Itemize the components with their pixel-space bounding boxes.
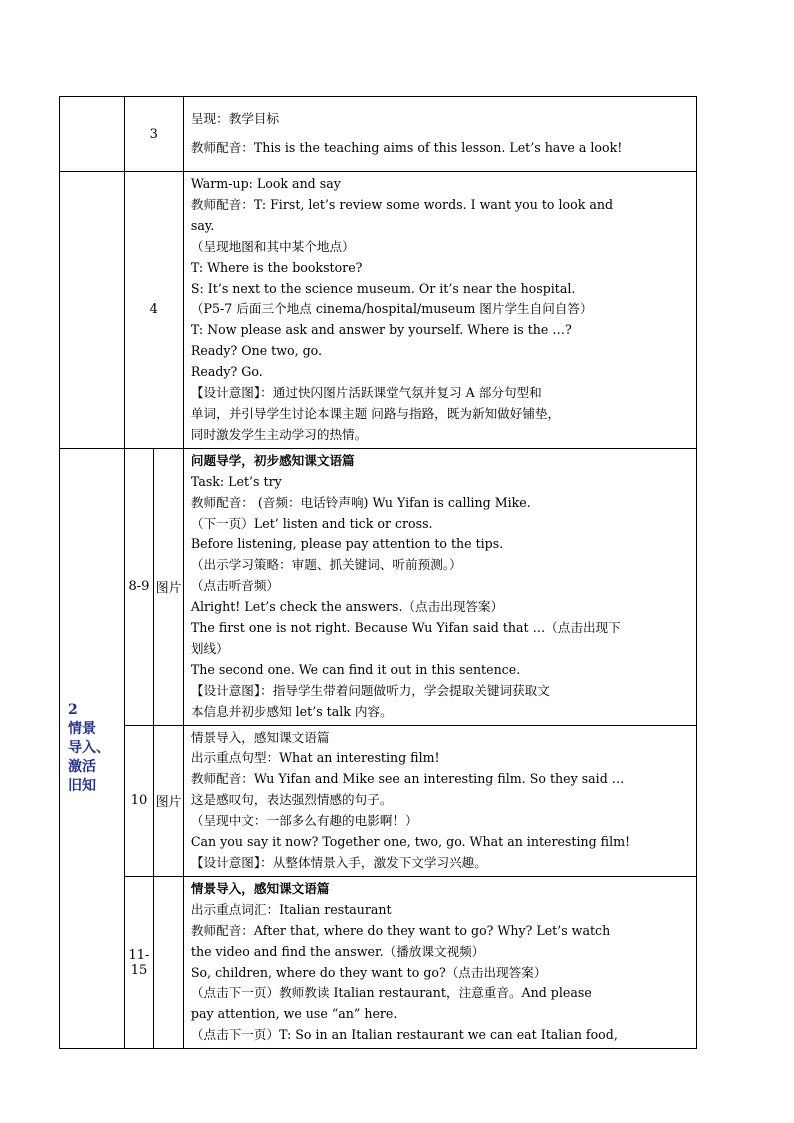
stage-line: 激活: [68, 758, 96, 775]
section-heading: 问题导学，初步感知课文语篇: [190, 452, 355, 468]
content-line: Ready? Go.: [190, 364, 263, 380]
media-type-cell: [154, 876, 184, 1048]
content-line: the video and find the answer.（播放课文视频）: [190, 943, 485, 959]
slide-number-cell: 11-15: [124, 876, 154, 1048]
design-intent-line: 本信息并初步感知 let’s talk 内容。: [190, 703, 393, 719]
slide-number-cell: 4: [124, 172, 183, 449]
lesson-plan-table: [59, 96, 697, 1049]
content-line: So, children, where do they want to go?（点击出现答案）: [190, 964, 547, 980]
content-line: 教师配音： (音频：电话铃声响) Wu Yifan is calling Mike.: [190, 494, 531, 510]
content-line: Can you say it now? Together one, two, go. What an interesting film!: [190, 834, 631, 850]
stage-label-cell: [60, 448, 125, 1048]
content-line: 教师配音：After that, where do they want to go? Why? Let’s watch: [190, 922, 611, 938]
table-row: [60, 448, 697, 725]
content-line: （呈现中文：一部多么有趣的电影啊！）: [190, 813, 418, 829]
section-heading: 情景导入，感知课文语篇: [190, 729, 330, 745]
table-row: [60, 172, 697, 449]
content-line: 这是感叹句，表达强烈情感的句子。: [190, 792, 393, 808]
content-line: 划线）: [190, 640, 229, 656]
table-row: [60, 725, 697, 876]
content-line: pay attention, we use “an” here.: [190, 1006, 398, 1022]
stage-label: [60, 701, 124, 796]
content-cell: [183, 725, 696, 876]
stage-cell-empty: [60, 97, 125, 172]
content-line: say.: [190, 217, 215, 233]
content-line: （点击下一页）教师教读 Italian restaurant，注意重音。And please: [190, 985, 592, 1001]
stage-cell-empty: [60, 172, 125, 449]
content-line: 教师配音：T: First, let’s review some words. I want you to look and: [190, 196, 614, 212]
content-line: 出示重点词汇：Italian restaurant: [190, 901, 392, 917]
content-line: （下一页）Let’ listen and tick or cross.: [190, 515, 433, 531]
content-line: 教师配音：This is the teaching aims of this lesson. Let’s have a look!: [190, 140, 623, 155]
slide-number-cell: 10: [124, 725, 154, 876]
content-line: Before listening, please pay attention to the tips.: [190, 536, 504, 552]
design-intent-line: 【设计意图】：指导学生带着问题做听力，学会提取关键词获取文: [190, 682, 550, 698]
content-cell: [183, 876, 696, 1048]
content-line: Warm-up: Look and say: [190, 176, 341, 191]
slide-number-cell: 3: [124, 97, 183, 172]
content-line: 教师配音：Wu Yifan and Mike see an interesting film. So they said …: [190, 771, 625, 787]
stage-line: 导入、: [68, 739, 110, 756]
content-line: S: It’s next to the science museum. Or it’s near the hospital.: [190, 280, 576, 296]
design-intent-line: 【设计意图】：从整体情景入手，激发下文学习兴趣。: [190, 855, 487, 870]
stage-line: 旧知: [68, 777, 96, 794]
content-cell: [183, 97, 696, 172]
content-line: （呈现地图和其中某个地点）: [190, 238, 355, 254]
content-line: T: Now please ask and answer by yourself. Where is the …?: [190, 322, 572, 338]
content-line: 呈现：教学目标: [190, 111, 280, 127]
content-cell: [183, 448, 696, 725]
media-type-cell: 图片: [154, 725, 184, 876]
design-intent-line: 单词，并引导学生讨论本课主题 问路与指路，既为新知做好铺垫，: [190, 405, 561, 421]
section-heading: 情景导入，感知课文语篇: [190, 880, 330, 896]
content-cell: [183, 172, 696, 449]
content-line: （P5-7 后面三个地点 cinema/hospital/museum 图片学生自问自答）: [190, 301, 593, 317]
content-line: The first one is not right. Because Wu Yifan said that …（点击出现下: [190, 620, 621, 636]
stage-number: 2: [68, 701, 78, 718]
media-type-cell: 图片: [154, 448, 184, 725]
content-line: （点击下一页）T: So in an Italian restaurant we can eat Italian food,: [190, 1027, 618, 1043]
content-line: Task: Let’s try: [190, 473, 282, 489]
content-line: 出示重点句型：What an interesting film!: [190, 750, 440, 766]
content-line: The second one. We can find it out in this sentence.: [190, 661, 521, 677]
design-intent-line: 同时激发学生主动学习的热情。: [190, 426, 368, 442]
content-line: （出示学习策略：审题、抓关键词、听前预测。）: [190, 557, 462, 573]
design-intent-line: 【设计意图】：通过快闪图片活跃课堂气氛并复习 A 部分句型和: [190, 385, 542, 401]
content-line: Ready? One two, go.: [190, 343, 323, 359]
slide-number-cell: 8-9: [124, 448, 154, 725]
table-row: [60, 876, 697, 1048]
content-line: T: Where is the bookstore?: [190, 259, 363, 275]
content-line: （点击听音频）: [190, 578, 280, 594]
stage-line: 情景: [68, 720, 96, 737]
content-line: Alright! Let’s check the answers.（点击出现答案）: [190, 599, 504, 615]
table-row: [60, 97, 697, 172]
